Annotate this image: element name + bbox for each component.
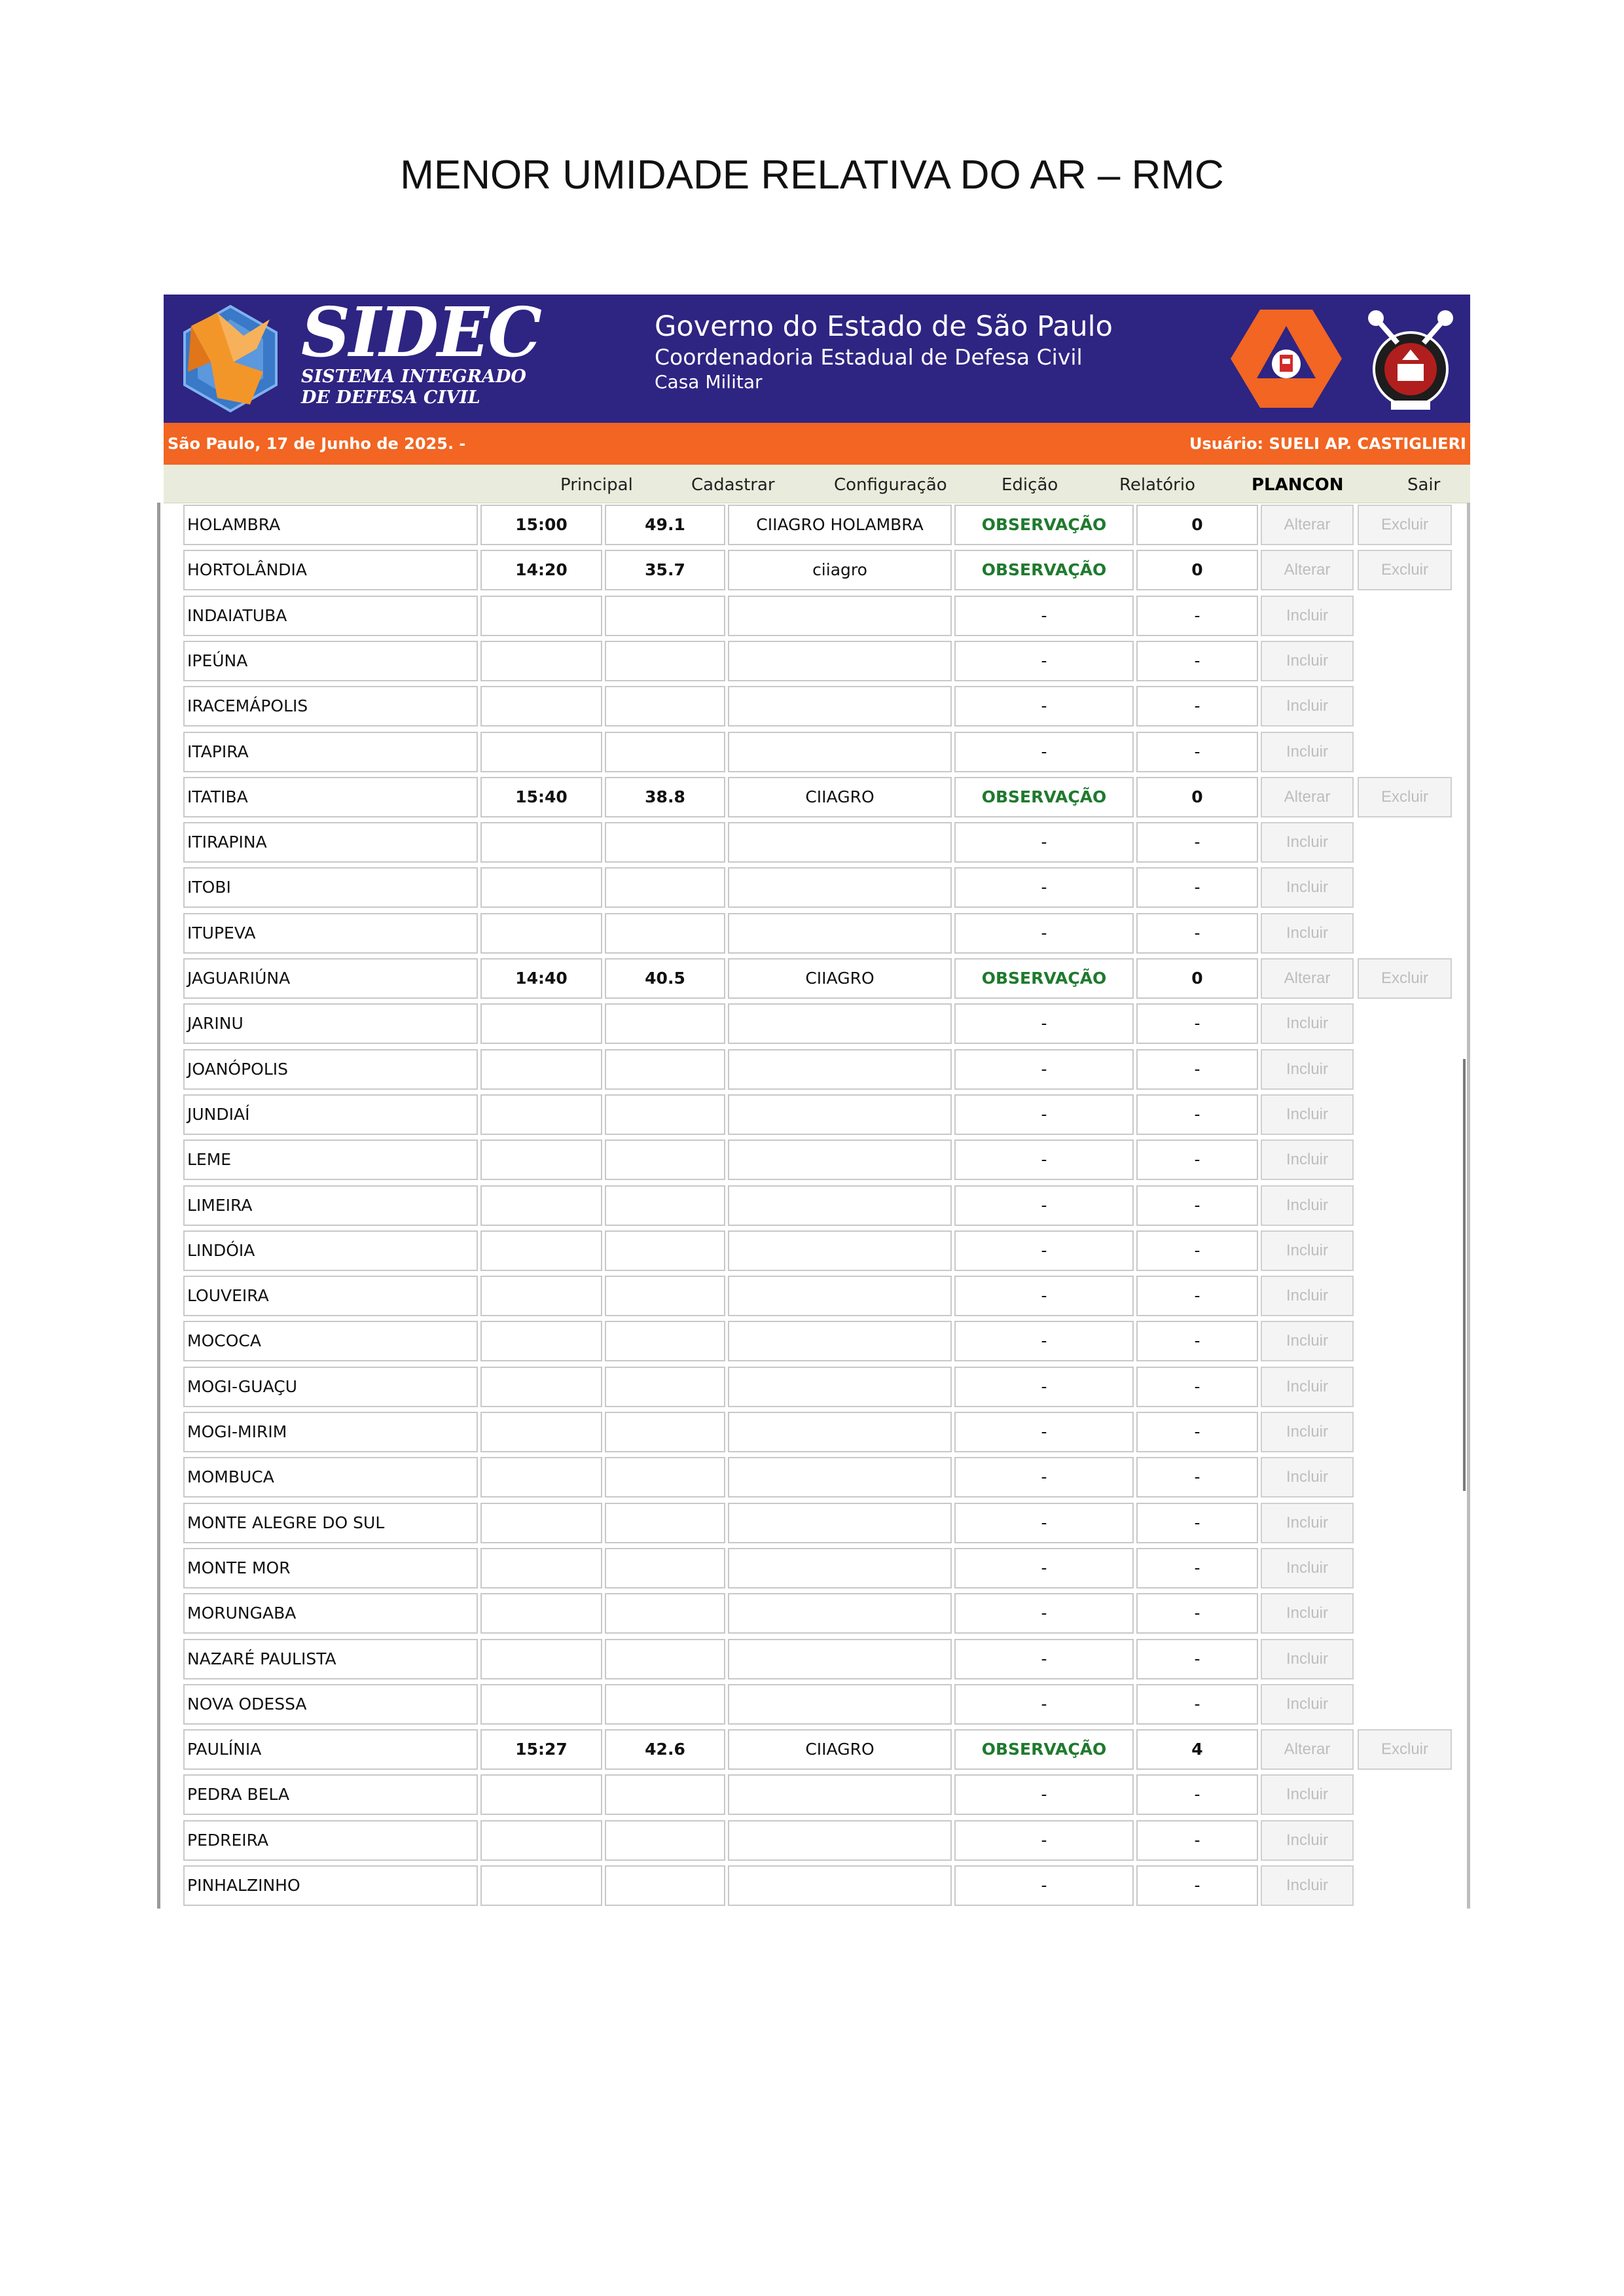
- city-cell: ITUPEVA: [183, 913, 478, 954]
- incluir-button[interactable]: Incluir: [1261, 1774, 1354, 1815]
- status-cell: OBSERVAÇÃO: [954, 505, 1134, 545]
- station-cell: [728, 1230, 952, 1271]
- station-cell: [728, 1185, 952, 1226]
- station-cell: ciiagro: [728, 550, 952, 590]
- station-cell: [728, 1003, 952, 1044]
- table-row: [157, 1047, 1470, 1093]
- status-cell: -: [954, 1639, 1134, 1679]
- station-cell: CIIAGRO: [728, 777, 952, 817]
- count-cell: -: [1136, 822, 1258, 863]
- count-cell: -: [1136, 913, 1258, 954]
- humidity-table: [157, 503, 1470, 1909]
- humidity-value-cell: [605, 1820, 725, 1861]
- table-row: [157, 911, 1470, 957]
- humidity-value-cell: 49.1: [605, 505, 725, 545]
- humidity-value-cell: 38.8: [605, 777, 725, 817]
- table-row: [157, 1863, 1470, 1909]
- time-cell: [480, 1457, 602, 1498]
- table-row: [157, 1591, 1470, 1637]
- main-navigation: [164, 465, 1470, 503]
- count-cell: -: [1136, 1139, 1258, 1180]
- count-cell: -: [1136, 1230, 1258, 1271]
- excluir-button[interactable]: Excluir: [1358, 958, 1452, 999]
- status-cell: OBSERVAÇÃO: [954, 550, 1134, 590]
- table-row: [157, 1637, 1470, 1683]
- status-cell: -: [954, 641, 1134, 681]
- status-cell: -: [954, 1548, 1134, 1588]
- count-cell: -: [1136, 641, 1258, 681]
- station-cell: [728, 1094, 952, 1135]
- table-row: [157, 1138, 1470, 1183]
- incluir-button[interactable]: Incluir: [1261, 1457, 1354, 1498]
- city-cell: HOLAMBRA: [183, 505, 478, 545]
- time-cell: [480, 1094, 602, 1135]
- page-left-edge: [157, 503, 160, 1909]
- incluir-button[interactable]: Incluir: [1261, 596, 1354, 636]
- incluir-button[interactable]: Incluir: [1261, 867, 1354, 908]
- city-cell: IPEÚNA: [183, 641, 478, 681]
- city-cell: MONTE MOR: [183, 1548, 478, 1588]
- gov-line-3: Casa Militar: [655, 371, 763, 393]
- time-cell: 14:40: [480, 958, 602, 999]
- excluir-button[interactable]: Excluir: [1358, 777, 1452, 817]
- station-cell: [728, 1820, 952, 1861]
- incluir-button[interactable]: Incluir: [1261, 732, 1354, 772]
- humidity-value-cell: [605, 1321, 725, 1361]
- station-cell: [728, 1548, 952, 1588]
- humidity-value-cell: [605, 1094, 725, 1135]
- count-cell: -: [1136, 867, 1258, 908]
- city-cell: JAGUARIÚNA: [183, 958, 478, 999]
- status-bar: [164, 423, 1470, 465]
- table-row: [157, 503, 1470, 548]
- count-cell: -: [1136, 1049, 1258, 1090]
- header-banner: [164, 295, 1470, 423]
- humidity-value-cell: [605, 822, 725, 863]
- sidec-screenshot: [157, 295, 1470, 1909]
- humidity-value-cell: [605, 732, 725, 772]
- count-cell: -: [1136, 1503, 1258, 1543]
- count-cell: -: [1136, 1865, 1258, 1906]
- user-label: Usuário: SUELI AP. CASTIGLIERI: [1189, 435, 1466, 453]
- nav-sair[interactable]: Sair: [1407, 475, 1441, 495]
- count-cell: 4: [1136, 1729, 1258, 1770]
- city-cell: LOUVEIRA: [183, 1276, 478, 1316]
- time-cell: [480, 1412, 602, 1452]
- humidity-value-cell: [605, 1185, 725, 1226]
- table-row: [157, 1818, 1470, 1864]
- city-cell: PAULÍNIA: [183, 1729, 478, 1770]
- incluir-button[interactable]: Incluir: [1261, 913, 1354, 954]
- count-cell: 0: [1136, 550, 1258, 590]
- gov-line-2: Coordenadoria Estadual de Defesa Civil: [655, 344, 1083, 370]
- station-cell: [728, 867, 952, 908]
- count-cell: -: [1136, 1593, 1258, 1634]
- humidity-value-cell: [605, 686, 725, 726]
- city-cell: JOANÓPOLIS: [183, 1049, 478, 1090]
- status-cell: OBSERVAÇÃO: [954, 958, 1134, 999]
- time-cell: [480, 1639, 602, 1679]
- time-cell: [480, 1548, 602, 1588]
- humidity-value-cell: [605, 1457, 725, 1498]
- humidity-value-cell: [605, 1865, 725, 1906]
- city-cell: JUNDIAÍ: [183, 1094, 478, 1135]
- alterar-button[interactable]: Alterar: [1261, 550, 1354, 590]
- station-cell: CIIAGRO: [728, 1729, 952, 1770]
- alterar-button[interactable]: Alterar: [1261, 958, 1354, 999]
- table-row: [157, 594, 1470, 639]
- time-cell: [480, 1503, 602, 1543]
- nav-plancon[interactable]: PLANCON: [1252, 475, 1344, 495]
- incluir-button[interactable]: Incluir: [1261, 1367, 1354, 1407]
- city-cell: NAZARÉ PAULISTA: [183, 1639, 478, 1679]
- humidity-value-cell: 42.6: [605, 1729, 725, 1770]
- incluir-button[interactable]: Incluir: [1261, 1003, 1354, 1044]
- nav-principal[interactable]: Principal: [560, 475, 633, 495]
- time-cell: 15:00: [480, 505, 602, 545]
- logo-subtitle-1: SISTEMA INTEGRADO: [301, 367, 526, 387]
- time-cell: [480, 1049, 602, 1090]
- city-cell: MOGI-MIRIM: [183, 1412, 478, 1452]
- count-cell: -: [1136, 732, 1258, 772]
- incluir-button[interactable]: Incluir: [1261, 686, 1354, 726]
- nav-configuracao[interactable]: Configuração: [834, 475, 947, 495]
- status-cell: -: [954, 1412, 1134, 1452]
- city-cell: LINDÓIA: [183, 1230, 478, 1271]
- city-cell: MONTE ALEGRE DO SUL: [183, 1503, 478, 1543]
- time-cell: [480, 732, 602, 772]
- incluir-button[interactable]: Incluir: [1261, 1321, 1354, 1361]
- table-row: [157, 820, 1470, 866]
- table-row: [157, 1183, 1470, 1229]
- count-cell: -: [1136, 1412, 1258, 1452]
- count-cell: -: [1136, 596, 1258, 636]
- station-cell: [728, 596, 952, 636]
- count-cell: 0: [1136, 958, 1258, 999]
- station-cell: [728, 686, 952, 726]
- status-cell: -: [954, 1139, 1134, 1180]
- status-cell: -: [954, 1457, 1134, 1498]
- humidity-value-cell: [605, 1049, 725, 1090]
- table-row: [157, 1274, 1470, 1319]
- table-row: [157, 1682, 1470, 1728]
- time-cell: [480, 1003, 602, 1044]
- table-row: [157, 1501, 1470, 1547]
- incluir-button[interactable]: Incluir: [1261, 1094, 1354, 1135]
- status-cell: -: [954, 1003, 1134, 1044]
- station-cell: [728, 1774, 952, 1815]
- incluir-button[interactable]: Incluir: [1261, 1230, 1354, 1271]
- humidity-value-cell: [605, 1684, 725, 1725]
- station-cell: [728, 1049, 952, 1090]
- city-cell: ITIRAPINA: [183, 822, 478, 863]
- page-right-edge: [1467, 503, 1470, 1909]
- excluir-button[interactable]: Excluir: [1358, 550, 1452, 590]
- logo-title: SIDEC: [301, 295, 541, 372]
- humidity-value-cell: 40.5: [605, 958, 725, 999]
- time-cell: [480, 1684, 602, 1725]
- time-cell: [480, 1593, 602, 1634]
- station-cell: CIIAGRO: [728, 958, 952, 999]
- station-cell: [728, 822, 952, 863]
- status-cell: -: [954, 1276, 1134, 1316]
- count-cell: -: [1136, 1003, 1258, 1044]
- time-cell: [480, 913, 602, 954]
- city-cell: HORTOLÂNDIA: [183, 550, 478, 590]
- table-row: [157, 684, 1470, 730]
- humidity-value-cell: [605, 1412, 725, 1452]
- incluir-button[interactable]: Incluir: [1261, 1503, 1354, 1543]
- time-cell: 15:27: [480, 1729, 602, 1770]
- nav-relatorio[interactable]: Relatório: [1119, 475, 1195, 495]
- city-cell: MOCOCA: [183, 1321, 478, 1361]
- humidity-value-cell: [605, 1548, 725, 1588]
- incluir-button[interactable]: Incluir: [1261, 1820, 1354, 1861]
- status-cell: OBSERVAÇÃO: [954, 777, 1134, 817]
- table-row: [157, 775, 1470, 821]
- humidity-value-cell: [605, 1774, 725, 1815]
- status-cell: -: [954, 1503, 1134, 1543]
- table-row: [157, 865, 1470, 911]
- table-row: [157, 548, 1470, 594]
- city-cell: INDAIATUBA: [183, 596, 478, 636]
- count-cell: -: [1136, 1548, 1258, 1588]
- table-row: [157, 956, 1470, 1002]
- incluir-button[interactable]: Incluir: [1261, 1548, 1354, 1588]
- count-cell: -: [1136, 1457, 1258, 1498]
- incluir-button[interactable]: Incluir: [1261, 1684, 1354, 1725]
- gov-line-1: Governo do Estado de São Paulo: [655, 310, 1113, 343]
- city-cell: PEDREIRA: [183, 1820, 478, 1861]
- incluir-button[interactable]: Incluir: [1261, 1185, 1354, 1226]
- humidity-value-cell: [605, 1593, 725, 1634]
- humidity-value-cell: [605, 1367, 725, 1407]
- status-cell: OBSERVAÇÃO: [954, 1729, 1134, 1770]
- incluir-button[interactable]: Incluir: [1261, 822, 1354, 863]
- military-crest-icon: [1362, 304, 1460, 415]
- table-row: [157, 1410, 1470, 1456]
- excluir-button[interactable]: Excluir: [1358, 505, 1452, 545]
- count-cell: -: [1136, 1774, 1258, 1815]
- status-cell: -: [954, 1367, 1134, 1407]
- humidity-value-cell: [605, 1639, 725, 1679]
- count-cell: 0: [1136, 505, 1258, 545]
- count-cell: -: [1136, 1276, 1258, 1316]
- status-cell: -: [954, 1185, 1134, 1226]
- humidity-value-cell: [605, 1276, 725, 1316]
- city-cell: MOMBUCA: [183, 1457, 478, 1498]
- date-label: São Paulo, 17 de Junho de 2025. -: [168, 435, 466, 453]
- city-cell: LIMEIRA: [183, 1185, 478, 1226]
- station-cell: [728, 1865, 952, 1906]
- city-cell: NOVA ODESSA: [183, 1684, 478, 1725]
- station-cell: [728, 1639, 952, 1679]
- table-row: [157, 1727, 1470, 1773]
- status-cell: -: [954, 913, 1134, 954]
- count-cell: -: [1136, 1367, 1258, 1407]
- count-cell: -: [1136, 1820, 1258, 1861]
- status-cell: -: [954, 1774, 1134, 1815]
- count-cell: -: [1136, 1185, 1258, 1226]
- government-heading: [655, 309, 1113, 394]
- humidity-value-cell: [605, 1003, 725, 1044]
- station-cell: [728, 732, 952, 772]
- status-cell: -: [954, 1230, 1134, 1271]
- time-cell: [480, 1276, 602, 1316]
- incluir-button[interactable]: Incluir: [1261, 1049, 1354, 1090]
- table-row: [157, 1229, 1470, 1274]
- incluir-button[interactable]: Incluir: [1261, 1593, 1354, 1634]
- time-cell: [480, 1230, 602, 1271]
- time-cell: [480, 1321, 602, 1361]
- station-cell: [728, 1367, 952, 1407]
- scrollbar-thumb[interactable]: [1463, 1059, 1466, 1491]
- incluir-button[interactable]: Incluir: [1261, 1139, 1354, 1180]
- station-cell: [728, 1139, 952, 1180]
- sidec-logo-icon: [171, 300, 289, 418]
- station-cell: CIIAGRO HOLAMBRA: [728, 505, 952, 545]
- count-cell: -: [1136, 686, 1258, 726]
- status-cell: -: [954, 1593, 1134, 1634]
- count-cell: 0: [1136, 777, 1258, 817]
- count-cell: -: [1136, 1639, 1258, 1679]
- sidec-logo-text: [301, 295, 541, 408]
- time-cell: [480, 1865, 602, 1906]
- count-cell: -: [1136, 1684, 1258, 1725]
- count-cell: -: [1136, 1321, 1258, 1361]
- incluir-button[interactable]: Incluir: [1261, 1639, 1354, 1679]
- table-row: [157, 1092, 1470, 1138]
- excluir-button[interactable]: Excluir: [1358, 1729, 1452, 1770]
- table-row: [157, 639, 1470, 685]
- time-cell: 14:20: [480, 550, 602, 590]
- humidity-value-cell: [605, 641, 725, 681]
- humidity-value-cell: [605, 913, 725, 954]
- table-row: [157, 1546, 1470, 1592]
- humidity-value-cell: [605, 1139, 725, 1180]
- humidity-value-cell: [605, 1503, 725, 1543]
- time-cell: 15:40: [480, 777, 602, 817]
- count-cell: -: [1136, 1094, 1258, 1135]
- city-cell: PEDRA BELA: [183, 1774, 478, 1815]
- incluir-button[interactable]: Incluir: [1261, 1865, 1354, 1906]
- station-cell: [728, 1276, 952, 1316]
- station-cell: [728, 641, 952, 681]
- humidity-value-cell: [605, 596, 725, 636]
- status-cell: -: [954, 867, 1134, 908]
- alterar-button[interactable]: Alterar: [1261, 1729, 1354, 1770]
- city-cell: ITAPIRA: [183, 732, 478, 772]
- station-cell: [728, 1593, 952, 1634]
- time-cell: [480, 641, 602, 681]
- status-cell: -: [954, 1684, 1134, 1725]
- status-cell: -: [954, 1049, 1134, 1090]
- city-cell: MOGI-GUAÇU: [183, 1367, 478, 1407]
- table-row: [157, 1772, 1470, 1818]
- station-cell: [728, 1321, 952, 1361]
- city-cell: LEME: [183, 1139, 478, 1180]
- station-cell: [728, 1412, 952, 1452]
- time-cell: [480, 1820, 602, 1861]
- table-row: [157, 1001, 1470, 1047]
- status-cell: -: [954, 1820, 1134, 1861]
- station-cell: [728, 1457, 952, 1498]
- time-cell: [480, 1774, 602, 1815]
- table-row: [157, 730, 1470, 776]
- incluir-button[interactable]: Incluir: [1261, 1276, 1354, 1316]
- time-cell: [480, 686, 602, 726]
- humidity-value-cell: [605, 867, 725, 908]
- time-cell: [480, 596, 602, 636]
- time-cell: [480, 822, 602, 863]
- alterar-button[interactable]: Alterar: [1261, 505, 1354, 545]
- alterar-button[interactable]: Alterar: [1261, 777, 1354, 817]
- table-row: [157, 1365, 1470, 1410]
- status-cell: -: [954, 686, 1134, 726]
- humidity-value-cell: [605, 1230, 725, 1271]
- table-row: [157, 1319, 1470, 1365]
- status-cell: -: [954, 1865, 1134, 1906]
- city-cell: IRACEMÁPOLIS: [183, 686, 478, 726]
- table-row: [157, 1455, 1470, 1501]
- city-cell: ITATIBA: [183, 777, 478, 817]
- document-title: MENOR UMIDADE RELATIVA DO AR – RMC: [400, 152, 1224, 198]
- nav-edicao[interactable]: Edição: [1001, 475, 1058, 495]
- station-cell: [728, 1684, 952, 1725]
- station-cell: [728, 1503, 952, 1543]
- status-cell: -: [954, 732, 1134, 772]
- logo-subtitle-2: DE DEFESA CIVIL: [301, 387, 480, 408]
- time-cell: [480, 1185, 602, 1226]
- status-cell: -: [954, 1094, 1134, 1135]
- city-cell: PINHALZINHO: [183, 1865, 478, 1906]
- time-cell: [480, 1139, 602, 1180]
- time-cell: [480, 867, 602, 908]
- civil-defense-emblem-icon: [1227, 306, 1345, 411]
- city-cell: MORUNGABA: [183, 1593, 478, 1634]
- time-cell: [480, 1367, 602, 1407]
- status-cell: -: [954, 596, 1134, 636]
- incluir-button[interactable]: Incluir: [1261, 1412, 1354, 1452]
- status-cell: -: [954, 1321, 1134, 1361]
- station-cell: [728, 913, 952, 954]
- nav-cadastrar[interactable]: Cadastrar: [691, 475, 775, 495]
- city-cell: ITOBI: [183, 867, 478, 908]
- humidity-value-cell: 35.7: [605, 550, 725, 590]
- status-cell: -: [954, 822, 1134, 863]
- city-cell: JARINU: [183, 1003, 478, 1044]
- incluir-button[interactable]: Incluir: [1261, 641, 1354, 681]
